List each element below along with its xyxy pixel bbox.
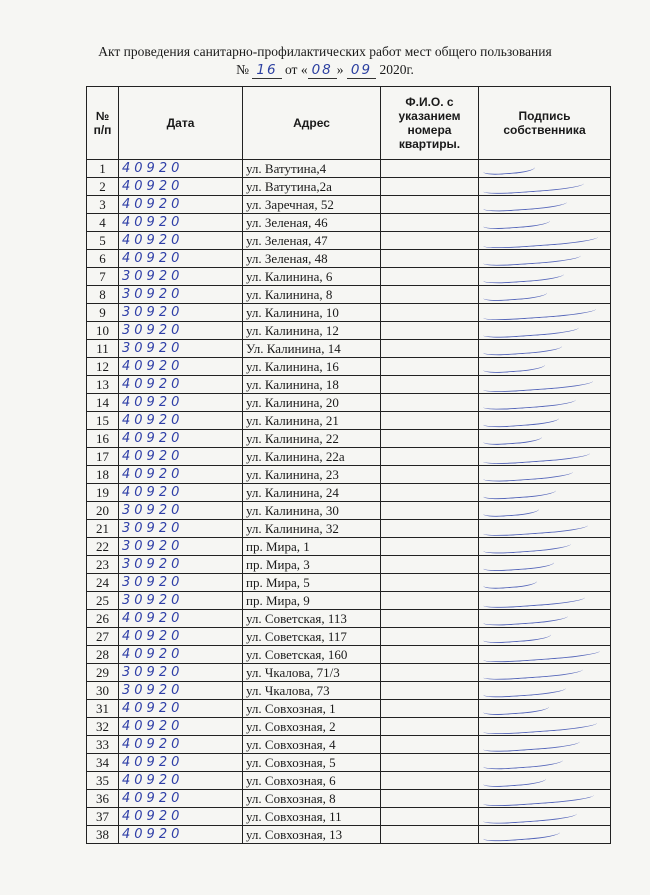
row-number: 33 <box>87 736 119 754</box>
table-row <box>87 214 611 232</box>
document-header <box>0 44 650 79</box>
row-fio <box>381 682 479 700</box>
row-fio <box>381 286 479 304</box>
row-signature <box>479 754 611 772</box>
table-row <box>87 790 611 808</box>
table-row <box>87 520 611 538</box>
row-date: 40920 <box>119 466 243 484</box>
row-date: 30920 <box>119 574 243 592</box>
row-date: 40920 <box>119 376 243 394</box>
row-address: пр. Мира, 5 <box>243 574 381 592</box>
row-signature <box>479 718 611 736</box>
table-row <box>87 268 611 286</box>
row-number: 1 <box>87 160 119 178</box>
row-date: 40920 <box>119 484 243 502</box>
signature-scribble <box>483 557 554 573</box>
row-address: ул. Зеленая, 46 <box>243 214 381 232</box>
row-number: 36 <box>87 790 119 808</box>
row-signature <box>479 520 611 538</box>
col-fio-header: Ф.И.О. с указанием номера квартиры. <box>381 87 479 160</box>
signature-scribble <box>483 359 545 374</box>
row-address: ул. Советская, 117 <box>243 628 381 646</box>
row-fio <box>381 664 479 682</box>
row-signature <box>479 484 611 502</box>
row-signature <box>479 664 611 682</box>
row-signature <box>479 628 611 646</box>
row-address: ул. Советская, 113 <box>243 610 381 628</box>
row-number: 31 <box>87 700 119 718</box>
row-fio <box>381 214 479 232</box>
row-number: 14 <box>87 394 119 412</box>
row-signature <box>479 340 611 358</box>
table-row <box>87 376 611 394</box>
table-row <box>87 250 611 268</box>
row-address: ул. Совхозная, 13 <box>243 826 381 844</box>
row-date: 30920 <box>119 286 243 304</box>
row-signature <box>479 790 611 808</box>
row-signature <box>479 556 611 574</box>
row-number: 23 <box>87 556 119 574</box>
row-address: ул. Заречная, 52 <box>243 196 381 214</box>
row-address: ул. Совхозная, 6 <box>243 772 381 790</box>
row-address: пр. Мира, 9 <box>243 592 381 610</box>
signature-scribble <box>483 196 567 213</box>
row-signature <box>479 592 611 610</box>
row-number: 27 <box>87 628 119 646</box>
row-signature <box>479 682 611 700</box>
table-row <box>87 322 611 340</box>
row-fio <box>381 466 479 484</box>
col-number-header: № п/п <box>87 87 119 160</box>
row-fio <box>381 556 479 574</box>
row-signature <box>479 502 611 520</box>
row-fio <box>381 484 479 502</box>
row-signature <box>479 448 611 466</box>
row-fio <box>381 196 479 214</box>
row-fio <box>381 520 479 538</box>
row-address: ул. Советская, 160 <box>243 646 381 664</box>
number-prefix: № <box>236 62 250 77</box>
row-fio <box>381 232 479 250</box>
row-fio <box>381 160 479 178</box>
row-date: 30920 <box>119 304 243 322</box>
act-number-line <box>0 62 650 79</box>
row-fio <box>381 808 479 826</box>
row-address: ул. Ватутина,2а <box>243 178 381 196</box>
row-signature <box>479 646 611 664</box>
row-date: 40920 <box>119 196 243 214</box>
row-date: 30920 <box>119 520 243 538</box>
row-address: ул. Зеленая, 48 <box>243 250 381 268</box>
row-signature <box>479 700 611 718</box>
signature-scribble <box>483 484 557 500</box>
row-fio <box>381 304 479 322</box>
row-date: 40920 <box>119 232 243 250</box>
date-mid: » <box>336 62 344 77</box>
table-row <box>87 286 611 304</box>
row-fio <box>381 592 479 610</box>
table-row <box>87 340 611 358</box>
row-fio <box>381 628 479 646</box>
row-address: пр. Мира, 3 <box>243 556 381 574</box>
col-date-header: Дата <box>119 87 243 160</box>
row-number: 25 <box>87 592 119 610</box>
row-fio <box>381 538 479 556</box>
row-signature <box>479 178 611 196</box>
row-signature <box>479 538 611 556</box>
row-number: 17 <box>87 448 119 466</box>
row-date: 30920 <box>119 682 243 700</box>
row-signature <box>479 232 611 250</box>
row-signature <box>479 160 611 178</box>
row-date: 30920 <box>119 268 243 286</box>
row-number: 15 <box>87 412 119 430</box>
row-signature <box>479 214 611 232</box>
act-month: 09 <box>347 62 376 79</box>
row-address: ул. Калинина, 22а <box>243 448 381 466</box>
row-fio <box>381 178 479 196</box>
row-number: 16 <box>87 430 119 448</box>
row-date: 30920 <box>119 502 243 520</box>
row-signature <box>479 736 611 754</box>
row-signature <box>479 196 611 214</box>
table-row <box>87 232 611 250</box>
row-date: 30920 <box>119 664 243 682</box>
row-date: 40920 <box>119 718 243 736</box>
row-address: ул. Калинина, 21 <box>243 412 381 430</box>
row-fio <box>381 430 479 448</box>
row-fio <box>381 250 479 268</box>
signature-scribble <box>483 790 595 808</box>
table-row <box>87 196 611 214</box>
row-fio <box>381 448 479 466</box>
row-address: ул. Калинина, 32 <box>243 520 381 538</box>
row-number: 9 <box>87 304 119 322</box>
signature-scribble <box>483 520 588 538</box>
table-row <box>87 502 611 520</box>
row-number: 3 <box>87 196 119 214</box>
signature-scribble <box>483 773 546 788</box>
row-date: 40920 <box>119 700 243 718</box>
row-number: 37 <box>87 808 119 826</box>
row-date: 40920 <box>119 250 243 268</box>
row-signature <box>479 286 611 304</box>
row-date: 30920 <box>119 322 243 340</box>
row-signature <box>479 430 611 448</box>
signature-scribble <box>483 503 540 518</box>
row-date: 40920 <box>119 412 243 430</box>
row-signature <box>479 268 611 286</box>
row-date: 40920 <box>119 754 243 772</box>
row-fio <box>381 646 479 664</box>
row-date: 40920 <box>119 394 243 412</box>
row-address: Ул. Калинина, 14 <box>243 340 381 358</box>
row-address: ул. Калинина, 10 <box>243 304 381 322</box>
table-row <box>87 718 611 736</box>
signature-scribble <box>483 304 596 322</box>
table-row <box>87 574 611 592</box>
col-address-header: Адрес <box>243 87 381 160</box>
row-signature <box>479 808 611 826</box>
table-row <box>87 610 611 628</box>
year-suffix: 2020г. <box>379 62 414 77</box>
row-signature <box>479 574 611 592</box>
row-number: 26 <box>87 610 119 628</box>
row-number: 22 <box>87 538 119 556</box>
table-row <box>87 556 611 574</box>
row-number: 10 <box>87 322 119 340</box>
row-signature <box>479 826 611 844</box>
row-signature <box>479 610 611 628</box>
act-day: 08 <box>308 62 337 79</box>
row-address: ул. Калинина, 16 <box>243 358 381 376</box>
table-row <box>87 178 611 196</box>
row-address: ул. Калинина, 30 <box>243 502 381 520</box>
row-date: 40920 <box>119 772 243 790</box>
row-address: ул. Совхозная, 5 <box>243 754 381 772</box>
row-date: 40920 <box>119 214 243 232</box>
row-signature <box>479 376 611 394</box>
signature-scribble <box>483 575 537 590</box>
row-date: 30920 <box>119 340 243 358</box>
row-fio <box>381 268 479 286</box>
row-signature <box>479 304 611 322</box>
row-fio <box>381 772 479 790</box>
table-row <box>87 628 611 646</box>
row-address: ул. Совхозная, 4 <box>243 736 381 754</box>
row-number: 29 <box>87 664 119 682</box>
row-fio <box>381 412 479 430</box>
signature-scribble <box>483 376 594 394</box>
table-row <box>87 700 611 718</box>
row-date: 40920 <box>119 610 243 628</box>
row-fio <box>381 502 479 520</box>
row-address: ул. Совхозная, 8 <box>243 790 381 808</box>
table-row <box>87 772 611 790</box>
row-number: 8 <box>87 286 119 304</box>
row-number: 12 <box>87 358 119 376</box>
row-address: ул. Зеленая, 47 <box>243 232 381 250</box>
signature-scribble <box>483 322 579 340</box>
row-number: 11 <box>87 340 119 358</box>
act-number: 16 <box>252 62 281 79</box>
signature-scribble <box>483 394 577 411</box>
table-row <box>87 394 611 412</box>
row-number: 30 <box>87 682 119 700</box>
table-row <box>87 592 611 610</box>
table-row <box>87 466 611 484</box>
signature-scribble <box>483 610 569 627</box>
row-fio <box>381 322 479 340</box>
signature-scribble <box>483 826 561 842</box>
row-fio <box>381 610 479 628</box>
table-row <box>87 646 611 664</box>
signature-scribble <box>483 646 600 664</box>
row-date: 40920 <box>119 178 243 196</box>
signature-scribble <box>483 466 574 483</box>
row-number: 2 <box>87 178 119 196</box>
signature-scribble <box>483 340 562 356</box>
row-fio <box>381 358 479 376</box>
row-number: 32 <box>87 718 119 736</box>
row-date: 40920 <box>119 358 243 376</box>
row-address: ул. Калинина, 8 <box>243 286 381 304</box>
row-number: 24 <box>87 574 119 592</box>
signature-scribble <box>483 161 536 176</box>
row-number: 21 <box>87 520 119 538</box>
document-title: Акт проведения санитарно-профилактических работ мест общего пользования <box>98 44 552 59</box>
signature-scribble <box>483 232 599 250</box>
table-row <box>87 448 611 466</box>
col-signature-header: Подпись собственника <box>479 87 611 160</box>
signature-scribble <box>483 808 578 826</box>
table-row <box>87 412 611 430</box>
row-address: ул. Калинина, 12 <box>243 322 381 340</box>
row-date: 40920 <box>119 646 243 664</box>
row-address: ул. Калинина, 24 <box>243 484 381 502</box>
row-date: 40920 <box>119 736 243 754</box>
row-number: 4 <box>87 214 119 232</box>
row-number: 20 <box>87 502 119 520</box>
signature-scribble <box>483 592 586 610</box>
row-number: 5 <box>87 232 119 250</box>
row-date: 30920 <box>119 592 243 610</box>
row-address: ул. Калинина, 22 <box>243 430 381 448</box>
row-number: 13 <box>87 376 119 394</box>
row-address: пр. Мира, 1 <box>243 538 381 556</box>
row-fio <box>381 340 479 358</box>
row-fio <box>381 736 479 754</box>
row-signature <box>479 466 611 484</box>
table-row <box>87 304 611 322</box>
signature-scribble <box>483 448 591 466</box>
signature-scribble <box>483 431 543 446</box>
signature-scribble <box>483 538 571 555</box>
signature-scribble <box>483 178 584 196</box>
signature-scribble <box>483 718 597 736</box>
row-date: 40920 <box>119 160 243 178</box>
signature-scribble <box>483 268 565 285</box>
row-date: 40920 <box>119 448 243 466</box>
signature-scribble <box>483 754 563 771</box>
row-date: 40920 <box>119 790 243 808</box>
row-fio <box>381 574 479 592</box>
row-address: ул. Ватутина,4 <box>243 160 381 178</box>
row-date: 40920 <box>119 628 243 646</box>
row-date: 30920 <box>119 538 243 556</box>
row-signature <box>479 358 611 376</box>
row-number: 38 <box>87 826 119 844</box>
row-number: 18 <box>87 466 119 484</box>
row-signature <box>479 394 611 412</box>
row-date: 40920 <box>119 808 243 826</box>
row-address: ул. Чкалова, 71/3 <box>243 664 381 682</box>
row-number: 35 <box>87 772 119 790</box>
signature-scribble <box>483 287 548 302</box>
table-row <box>87 808 611 826</box>
row-number: 34 <box>87 754 119 772</box>
table-row <box>87 826 611 844</box>
row-number: 28 <box>87 646 119 664</box>
table-row <box>87 682 611 700</box>
row-fio <box>381 754 479 772</box>
row-date: 30920 <box>119 556 243 574</box>
signature-scribble <box>483 250 582 268</box>
works-table <box>86 86 611 844</box>
table-row <box>87 664 611 682</box>
row-address: ул. Чкалова, 73 <box>243 682 381 700</box>
row-address: ул. Калинина, 6 <box>243 268 381 286</box>
table-row <box>87 736 611 754</box>
row-address: ул. Калинина, 23 <box>243 466 381 484</box>
table-row <box>87 754 611 772</box>
row-number: 19 <box>87 484 119 502</box>
row-fio <box>381 790 479 808</box>
date-prefix: от « <box>284 62 308 77</box>
row-date: 40920 <box>119 826 243 844</box>
signature-scribble <box>483 701 549 717</box>
signature-scribble <box>483 412 560 428</box>
row-number: 7 <box>87 268 119 286</box>
signature-scribble <box>483 215 550 231</box>
row-signature <box>479 250 611 268</box>
table-row <box>87 160 611 178</box>
row-address: ул. Совхозная, 1 <box>243 700 381 718</box>
row-address: ул. Калинина, 20 <box>243 394 381 412</box>
row-signature <box>479 322 611 340</box>
row-fio <box>381 700 479 718</box>
table-row <box>87 430 611 448</box>
row-fio <box>381 826 479 844</box>
signature-scribble <box>483 664 583 682</box>
row-signature <box>479 412 611 430</box>
row-fio <box>381 376 479 394</box>
row-address: ул. Калинина, 18 <box>243 376 381 394</box>
signature-scribble <box>483 682 566 699</box>
row-fio <box>381 718 479 736</box>
row-date: 40920 <box>119 430 243 448</box>
signature-scribble <box>483 629 552 645</box>
row-fio <box>381 394 479 412</box>
signature-scribble <box>483 736 580 754</box>
row-address: ул. Совхозная, 11 <box>243 808 381 826</box>
table-row <box>87 358 611 376</box>
table-row <box>87 484 611 502</box>
row-address: ул. Совхозная, 2 <box>243 718 381 736</box>
table-row <box>87 538 611 556</box>
row-number: 6 <box>87 250 119 268</box>
table-header-row <box>87 87 611 160</box>
row-signature <box>479 772 611 790</box>
